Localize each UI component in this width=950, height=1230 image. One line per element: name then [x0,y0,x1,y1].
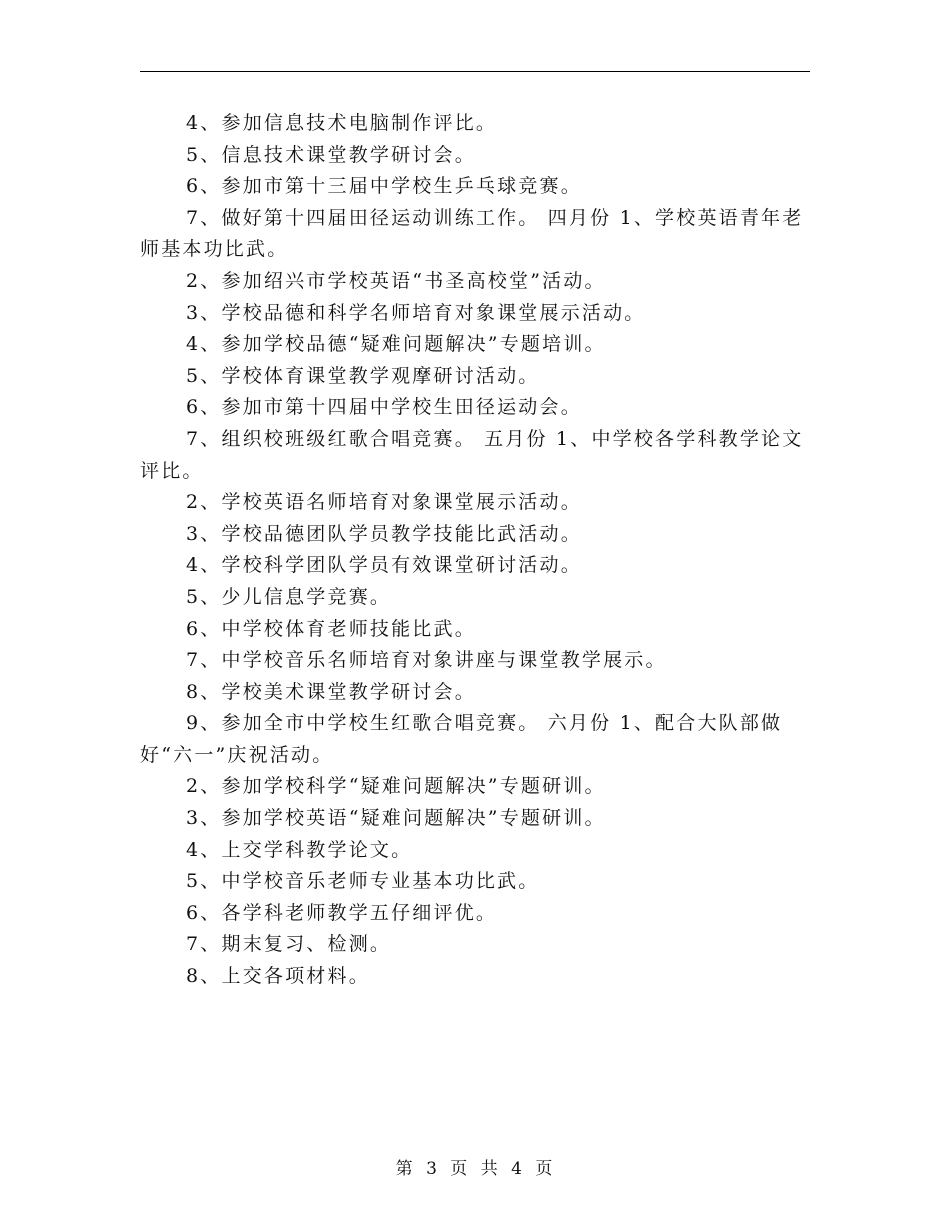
paragraph-24: 7、期末复习、检测。 [186,933,392,956]
paragraph-8: 5、学校体育课堂教学观摩研讨活动。 [186,364,540,387]
paragraph-23: 6、各学科老师教学五仔细评优。 [186,901,498,924]
paragraph-17: 8、学校美术课堂教学研讨会。 [186,680,476,703]
paragraph-13: 4、学校科学团队学员有效课堂研讨活动。 [186,554,582,577]
paragraph-2: 5、信息技术课堂教学研讨会。 [186,143,476,166]
paragraph-4: 7、做好第十四届田径运动训练工作。 四月份 1、学校英语青年老师基本功比武。 [140,206,804,261]
paragraph-19: 2、参加学校科学“疑难问题解决”专题研训。 [186,775,606,798]
paragraph-18: 9、参加全市中学校生红歌合唱竞赛。 六月份 1、配合大队部做好“六一”庆祝活动。 [140,712,783,766]
paragraph-11: 2、学校英语名师培育对象课堂展示活动。 [186,491,582,514]
paragraph-15: 6、中学校体育老师技能比武。 [186,617,476,640]
paragraph-1: 4、参加信息技术电脑制作评比。 [186,112,498,134]
paragraph-20: 3、参加学校英语“疑难问题解决”专题研训。 [186,807,606,830]
paragraph-21: 4、上交学科教学论文。 [186,838,413,861]
header-rule [140,71,810,72]
paragraph-14: 5、少儿信息学竞赛。 [186,585,392,608]
paragraph-5: 2、参加绍兴市学校英语“书圣高校堂”活动。 [186,269,606,292]
page-number: 第 3 页 共 4 页 [395,1159,555,1179]
paragraph-10: 7、组织校班级红歌合唱竞赛。 五月份 1、中学校各学科教学论文评比。 [140,427,804,482]
paragraph-12: 3、学校品德团队学员教学技能比武活动。 [186,522,582,545]
paragraph-16: 7、中学校音乐名师培育对象讲座与课堂教学展示。 [186,649,667,672]
paragraph-3: 6、参加市第十三届中学校生乒乓球竞赛。 [186,175,582,198]
paragraph-22: 5、中学校音乐老师专业基本功比武。 [186,870,540,893]
paragraph-6: 3、学校品德和科学名师培育对象课堂展示活动。 [186,301,646,324]
paragraph-9: 6、参加市第十四届中学校生田径运动会。 [186,396,582,419]
paragraph-7: 4、参加学校品德“疑难问题解决”专题培训。 [186,333,606,356]
paragraph-25: 8、上交各项材料。 [186,965,370,988]
document-body [140,108,810,993]
